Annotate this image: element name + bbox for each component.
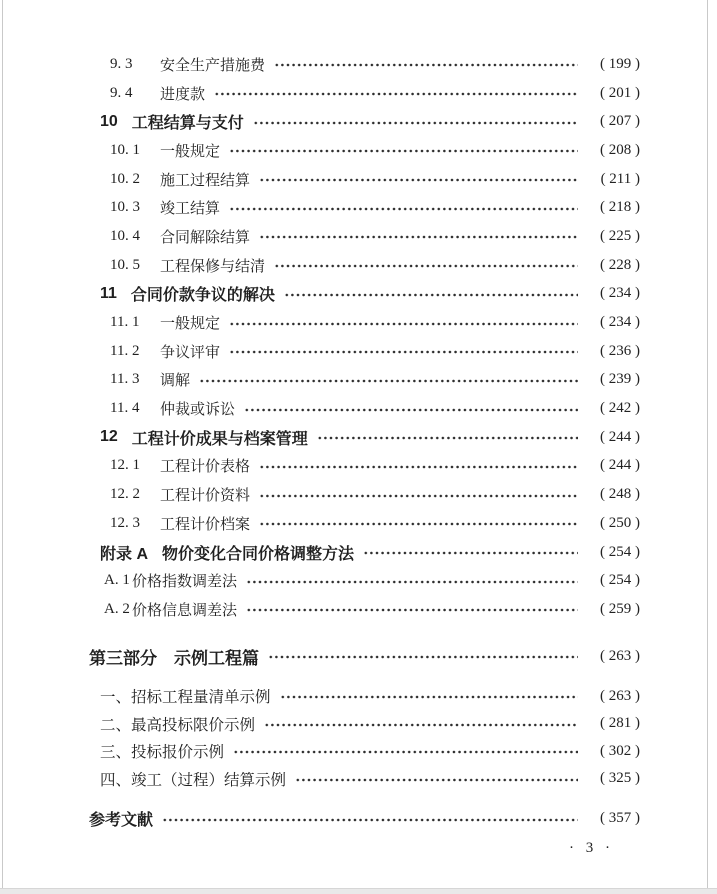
toc-entry [89, 107, 640, 136]
toc-entry [89, 366, 640, 395]
entry-page-number: ( 208 ) [600, 141, 640, 158]
page-edge-right [707, 0, 708, 888]
toc-entry [89, 538, 640, 567]
entry-title: 工程计价成果与档案管理 [131, 430, 308, 448]
toc-entry [89, 509, 640, 538]
dot-leader [246, 608, 578, 612]
entry-page-number: ( 207 ) [600, 113, 640, 130]
entry-title: 投标报价示例 [131, 744, 225, 762]
entry-number: 10. 4 [110, 227, 140, 244]
entry-title: 物价变化合同价格调整方法 [162, 545, 355, 563]
entry-page-number: ( 263 ) [600, 687, 640, 704]
entry-number: 9. 4 [110, 84, 133, 101]
dot-leader [295, 778, 578, 782]
dot-leader [259, 465, 578, 469]
toc-entry [89, 79, 640, 108]
entry-title: 工程结算与支付 [131, 115, 244, 133]
toc-entry [89, 165, 640, 194]
entry-number: 一、 [100, 689, 132, 707]
entry-page-number: ( 357 ) [600, 810, 640, 827]
dot-leader [259, 235, 578, 239]
entry-page-number: ( 218 ) [600, 199, 640, 216]
toc-entry [89, 804, 640, 833]
entry-page-number: ( 234 ) [600, 314, 640, 331]
toc-entry [89, 737, 640, 765]
dot-leader [229, 207, 578, 211]
entry-title: 竣工结算 [160, 201, 221, 218]
toc-entry [89, 251, 640, 280]
toc-entry [89, 136, 640, 165]
entry-title: 价格信息调差法 [132, 602, 238, 619]
page-edge-left [2, 0, 3, 888]
dot-leader [274, 264, 578, 268]
dot-leader [363, 551, 578, 555]
dot-leader [317, 436, 578, 440]
entry-page-number: ( 242 ) [600, 400, 640, 417]
entry-number: 第三部分 [89, 648, 157, 668]
toc-entry [89, 394, 640, 423]
toc-entry [89, 765, 640, 793]
dot-leader [253, 121, 578, 125]
entry-number: 12 [100, 428, 118, 446]
entry-page-number: ( 263 ) [600, 647, 640, 664]
entry-number: 10. 1 [110, 141, 140, 158]
dot-leader [259, 522, 578, 526]
entry-title: 仲裁或诉讼 [160, 402, 236, 419]
entry-title: 工程计价档案 [160, 516, 251, 533]
dot-leader [268, 655, 578, 659]
toc-entry [89, 337, 640, 366]
dot-leader [199, 379, 578, 383]
entry-number: 四、 [100, 771, 132, 789]
toc-entry [89, 566, 640, 595]
toc-entry [89, 710, 640, 738]
entry-page-number: ( 225 ) [600, 227, 640, 244]
entry-number: 11. 3 [110, 371, 140, 388]
entry-title: 工程保修与结清 [160, 258, 266, 275]
toc-entry [89, 682, 640, 710]
entry-number: 10. 5 [110, 256, 140, 273]
entry-title: 工程计价资料 [160, 488, 251, 505]
entry-number: 12. 2 [110, 486, 140, 503]
entry-page-number: ( 250 ) [600, 514, 640, 531]
entry-page-number: ( 236 ) [600, 342, 640, 359]
entry-title: 工程计价表格 [160, 459, 251, 476]
toc-entry [89, 222, 640, 251]
dot-leader [246, 580, 578, 584]
toc-entry [89, 480, 640, 509]
dot-leader [259, 178, 578, 182]
toc-entry [89, 50, 640, 79]
entry-title: 参考文献 [89, 812, 154, 830]
entry-page-number: ( 228 ) [600, 256, 640, 273]
footer-page-number: · 3 · [569, 840, 614, 856]
entry-page-number: ( 281 ) [600, 715, 640, 732]
entry-number: 三、 [100, 744, 132, 762]
entry-page-number: ( 211 ) [600, 170, 640, 187]
entry-title: 进度款 [160, 86, 206, 103]
entry-number: 9. 3 [110, 55, 133, 72]
entry-title: 合同价款争议的解决 [130, 287, 275, 305]
entry-page-number: ( 248 ) [600, 486, 640, 503]
dot-leader [280, 695, 578, 699]
toc-entry [89, 452, 640, 481]
entry-page-number: ( 244 ) [600, 428, 640, 445]
entry-number: A. 1 [104, 572, 130, 589]
toc-entry [89, 308, 640, 337]
dot-leader [274, 63, 578, 67]
entry-page-number: ( 199 ) [600, 55, 640, 72]
toc-list [89, 50, 640, 833]
dot-leader [229, 350, 578, 354]
entry-title: 一般规定 [160, 143, 221, 160]
dot-leader [229, 149, 578, 153]
entry-page-number: ( 234 ) [600, 285, 640, 302]
entry-title: 最高投标限价示例 [131, 716, 256, 734]
entry-number: 11. 2 [110, 342, 140, 359]
dot-leader [233, 750, 578, 754]
dot-leader [264, 723, 578, 727]
entry-number: 10 [100, 112, 118, 130]
entry-number: 12. 3 [110, 514, 140, 531]
toc-entry [89, 595, 640, 624]
entry-title: 施工过程结算 [160, 172, 251, 189]
entry-title: 竣工（过程）结算示例 [131, 771, 287, 789]
entry-number: 10. 2 [110, 170, 140, 187]
toc-entry [89, 193, 640, 222]
entry-page-number: ( 244 ) [600, 457, 640, 474]
entry-title: 招标工程量清单示例 [131, 689, 271, 707]
entry-title: 安全生产措施费 [160, 57, 266, 74]
entry-number: 11. 1 [110, 314, 140, 331]
entry-page-number: ( 325 ) [600, 770, 640, 787]
entry-page-number: ( 201 ) [600, 84, 640, 101]
entry-title: 示例工程篇 [174, 648, 259, 668]
entry-page-number: ( 254 ) [600, 572, 640, 589]
toc-entry [89, 280, 640, 309]
entry-page-number: ( 302 ) [600, 742, 640, 759]
entry-title: 调解 [160, 373, 191, 390]
entry-page-number: ( 259 ) [600, 600, 640, 617]
dot-leader [284, 293, 578, 297]
entry-number: 10. 3 [110, 199, 140, 216]
entry-number: A. 2 [104, 600, 130, 617]
dot-leader [259, 494, 578, 498]
entry-number: 附录 A [100, 545, 149, 563]
entry-title: 合同解除结算 [160, 229, 251, 246]
page-edge-bottom [0, 888, 717, 894]
entry-title: 一般规定 [160, 316, 221, 333]
dot-leader [214, 92, 578, 96]
entry-number: 11 [100, 284, 117, 302]
entry-number: 二、 [100, 716, 132, 734]
entry-number: 11. 4 [110, 400, 140, 417]
dot-leader [229, 322, 578, 326]
entry-title: 争议评审 [160, 344, 221, 361]
toc-entry [89, 642, 640, 671]
dot-leader [162, 818, 578, 822]
entry-number: 12. 1 [110, 457, 140, 474]
entry-title: 价格指数调差法 [132, 574, 238, 591]
entry-page-number: ( 254 ) [600, 543, 640, 560]
toc-entry [89, 423, 640, 452]
dot-leader [244, 408, 578, 412]
entry-page-number: ( 239 ) [600, 371, 640, 388]
